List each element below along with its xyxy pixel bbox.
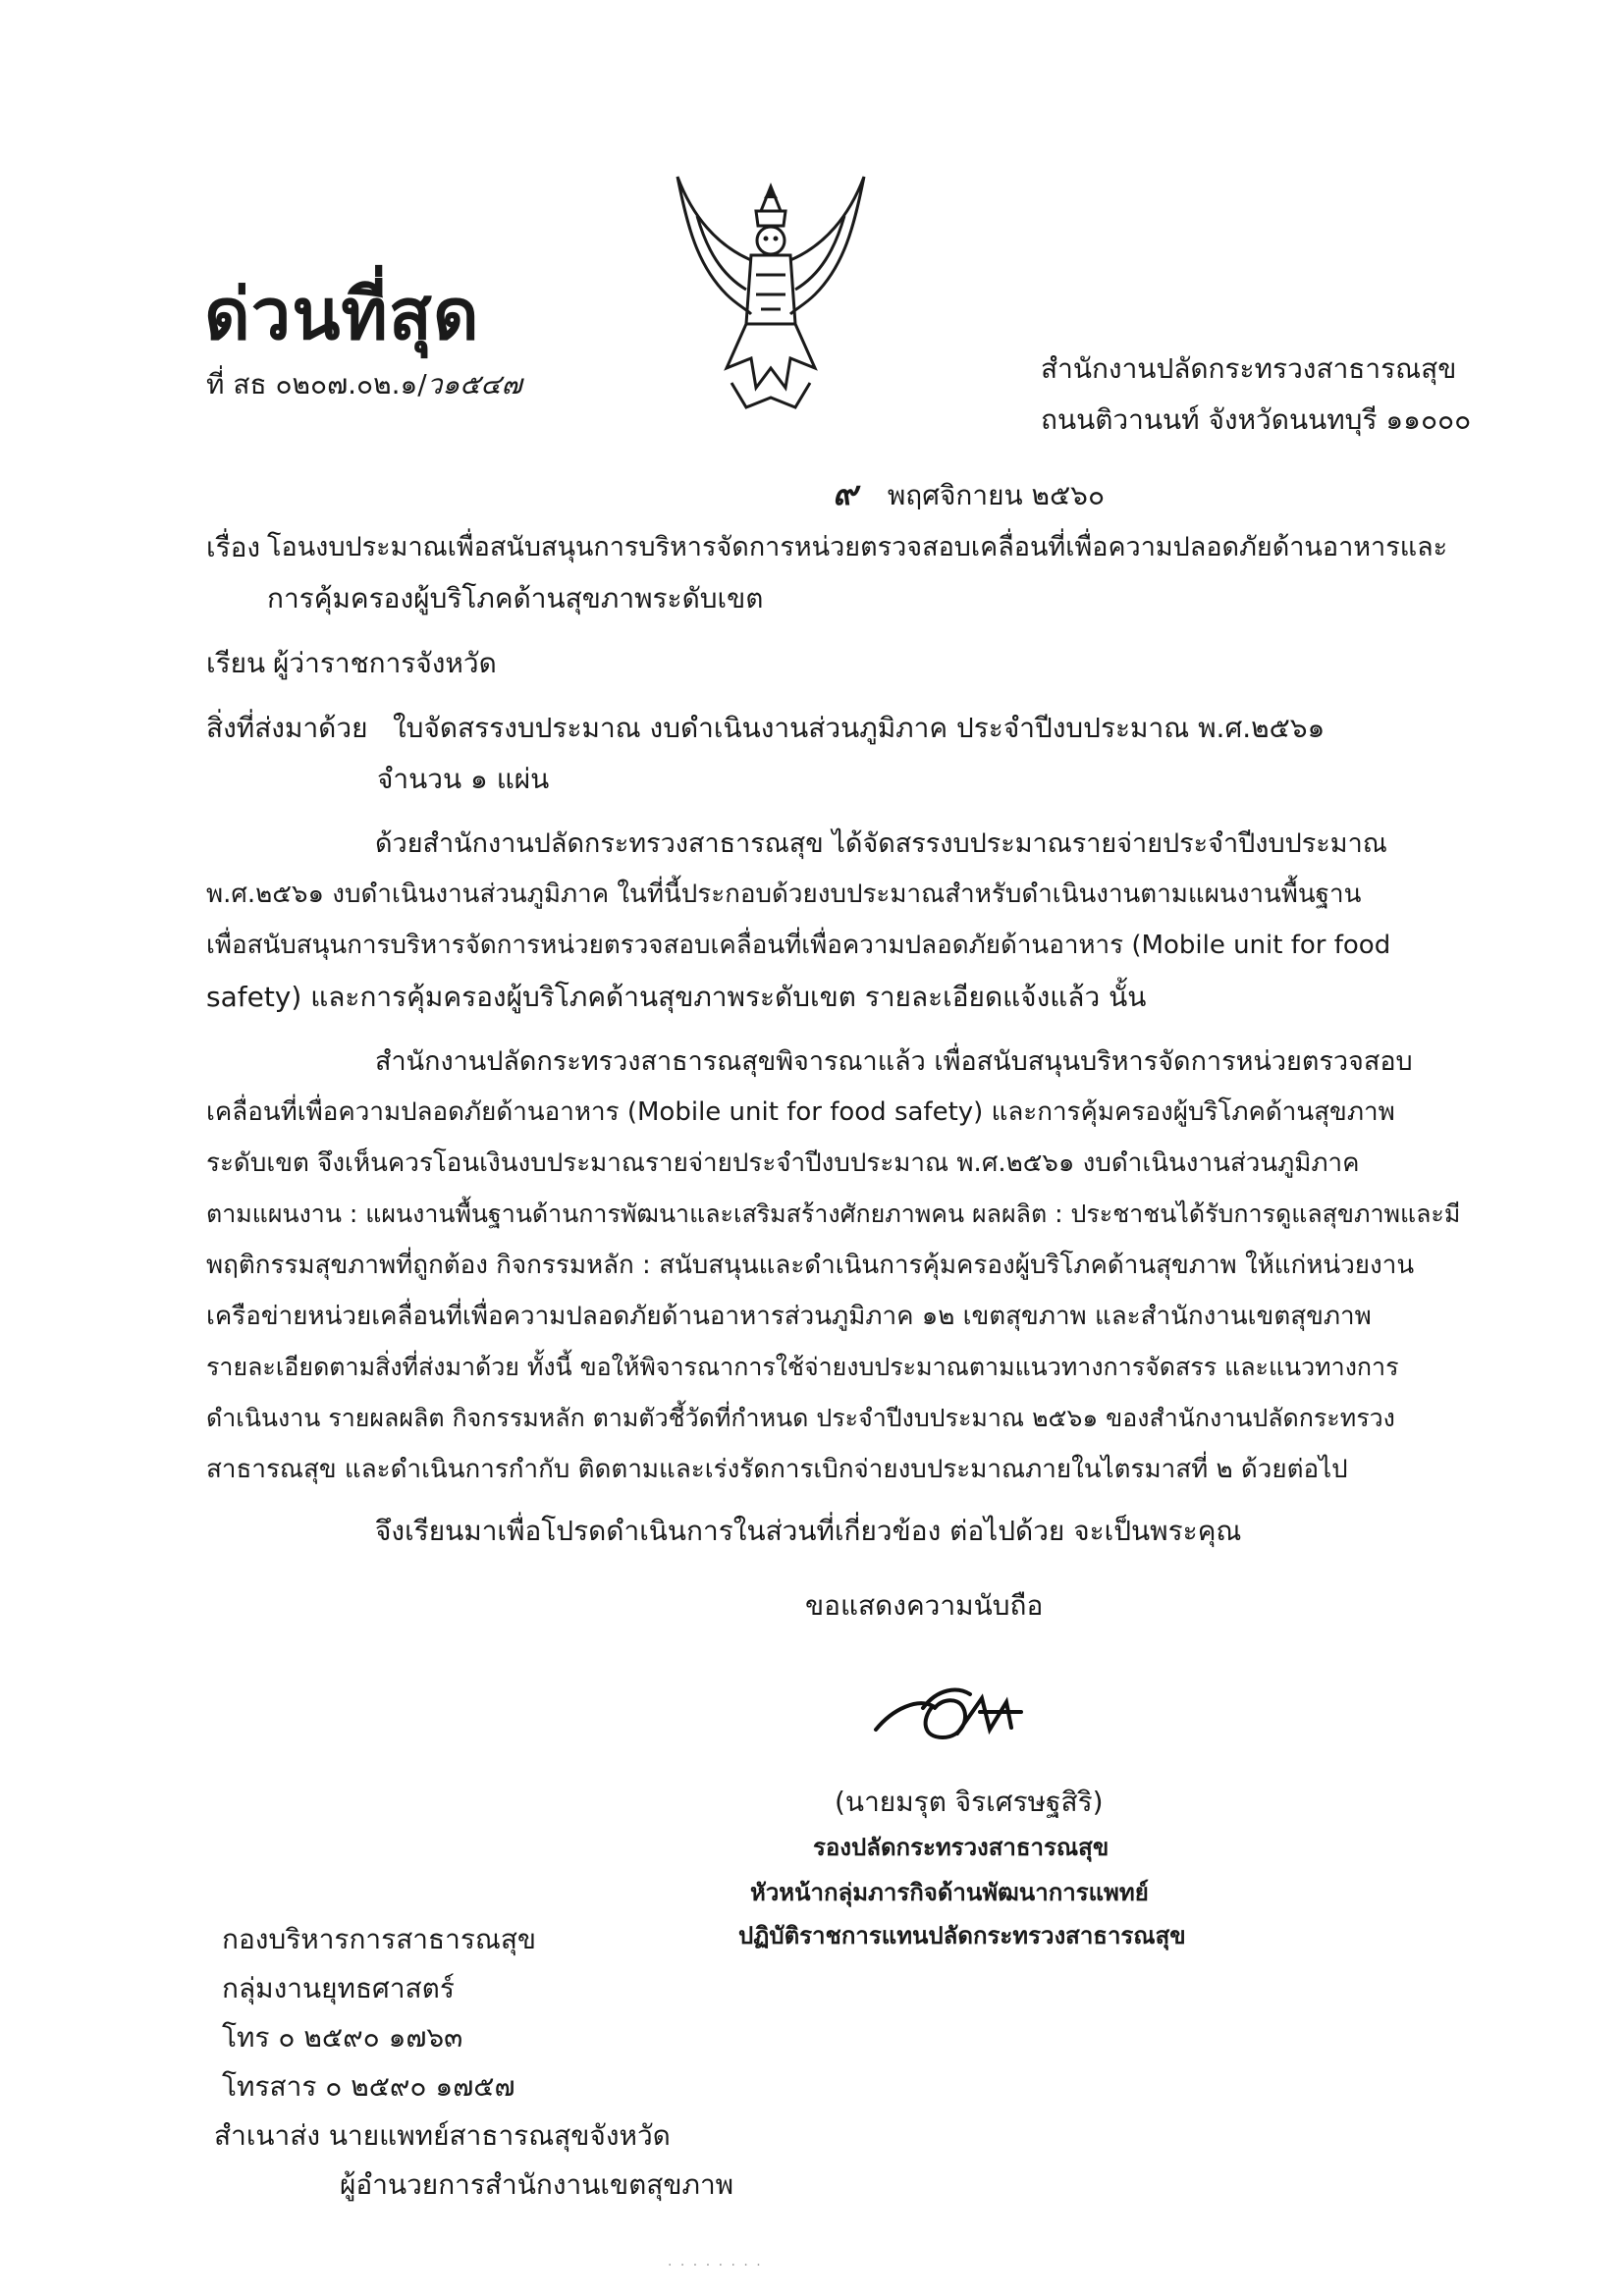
paragraph-1-line: safety) และการคุ้มครองผู้บริโภคด้านสุขภาพระดับเขต รายละเอียดแจ้งแล้ว นั้น	[206, 981, 1147, 1013]
footer-cc-line-1: สำเนาส่ง นายแพทย์สาธารณสุขจังหวัด	[214, 2119, 671, 2152]
closing-salutation: ขอแสดงความนับถือ	[805, 1589, 1044, 1622]
paragraph-2-line: พฤติกรรมสุขภาพที่ถูกต้อง กิจกรรมหลัก : สนับสนุนและดำเนินการคุ้มครองผู้บริโภคด้านสุขภาพ ให้แก่หน่วยงาน	[206, 1251, 1415, 1280]
paragraph-2-line: เคลื่อนที่เพื่อความปลอดภัยด้านอาหาร (Mobile unit for food safety) และการคุ้มครองผู้บริโภคด้านสุขภาพ	[206, 1097, 1395, 1127]
signatory-position-2: หัวหน้ากลุ่มภารกิจด้านพัฒนาการแพทย์	[750, 1879, 1149, 1906]
date-day-handwritten: ๙	[833, 474, 857, 513]
paragraph-1-line: พ.ศ.๒๕๖๑ งบดำเนินงานส่วนภูมิภาค ในที่นี้ประกอบด้วยงบประมาณสำหรับดำเนินงานตามแผนงานพื้นฐาน	[206, 880, 1362, 909]
footer-phone: โทร ๐ ๒๕๙๐ ๑๗๖๓	[222, 2021, 463, 2054]
enclosure-line-1: ใบจัดสรรงบประมาณ งบดำเนินงานส่วนภูมิภาค ประจำปีงบประมาณ พ.ศ.๒๕๖๑	[393, 712, 1326, 744]
scan-speckle: · · · · · · · ·	[668, 2258, 763, 2273]
paragraph-2-line: รายละเอียดตามสิ่งที่ส่งมาด้วย ทั้งนี้ ขอให้พิจารณาการใช้จ่ายงบประมาณตามแนวทางการจัดสรร และแนวทางการ	[206, 1353, 1399, 1381]
footer-group: กลุ่มงานยุทธศาสตร์	[222, 1972, 455, 2004]
footer-fax: โทรสาร ๐ ๒๕๙๐ ๑๗๕๗	[222, 2070, 515, 2103]
office-address: ถนนติวานนท์ จังหวัดนนทบุรี ๑๑๐๐๐	[1041, 403, 1472, 436]
urgency-stamp: ด่วนที่สุด	[204, 273, 480, 355]
document-date: ๙ พฤศจิกายน ๒๕๖๐	[833, 474, 1106, 513]
enclosure-line-2: จำนวน ๑ แผ่น	[377, 763, 550, 795]
paragraph-2-line: สาธารณสุข และดำเนินการกำกับ ติดตามและเร่งรัดการเบิกจ่ายงบประมาณภายในไตรมาสที่ ๒ ด้วยต่อไป	[206, 1455, 1348, 1484]
subject-line-2: การคุ้มครองผู้บริโภคด้านสุขภาพระดับเขต	[267, 582, 764, 614]
paragraph-3: จึงเรียนมาเพื่อโปรดดำเนินการในส่วนที่เกี่ยวข้อง ต่อไปด้วย จะเป็นพระคุณ	[375, 1515, 1242, 1547]
footer-division: กองบริหารการสาธารณสุข	[222, 1923, 537, 1955]
paragraph-2-line: เครือข่ายหน่วยเคลื่อนที่เพื่อความปลอดภัยด้านอาหารส่วนภูมิภาค ๑๒ เขตสุขภาพ และสำนักงานเขตสุขภาพ	[206, 1302, 1372, 1331]
recipient-label: เรียน	[206, 647, 266, 679]
subject-line-1: โอนงบประมาณเพื่อสนับสนุนการบริหารจัดการหน่วยตรวจสอบเคลื่อนที่เพื่อความปลอดภัยด้านอาหารและ	[267, 532, 1448, 562]
paragraph-2-line: ดำเนินงาน รายผลผลิต กิจกรรมหลัก ตามตัวชี้วัดที่กำหนด ประจำปีงบประมาณ ๒๕๖๑ ของสำนักงานปลัดกระทรวง	[206, 1404, 1395, 1432]
signature	[864, 1669, 1060, 1757]
reference-number: ที่ สธ ๐๒๐๗.๐๒.๑/ว๑๕๔๗	[206, 368, 522, 400]
recipient-value: ผู้ว่าราชการจังหวัด	[273, 647, 497, 679]
office-name: สำนักงานปลัดกระทรวงสาธารณสุข	[1041, 352, 1457, 385]
paragraph-1-line: ด้วยสำนักงานปลัดกระทรวงสาธารณสุข ได้จัดสรรงบประมาณรายจ่ายประจำปีงบประมาณ	[375, 828, 1387, 859]
paragraph-2-line: ตามแผนงาน : แผนงานพื้นฐานด้านการพัฒนาและเสริมสร้างศักยภาพคน ผลผลิต : ประชาชนได้รับการดูแลสุขภาพและมี	[206, 1200, 1461, 1228]
signatory-position-3: ปฏิบัติราชการแทนปลัดกระทรวงสาธารณสุข	[738, 1922, 1186, 1949]
subject-label: เรื่อง	[206, 531, 261, 563]
paragraph-2-line: สำนักงานปลัดกระทรวงสาธารณสุขพิจารณาแล้ว เพื่อสนับสนุนบริหารจัดการหน่วยตรวจสอบ	[375, 1046, 1413, 1077]
signatory-position-1: รองปลัดกระทรวงสาธารณสุข	[813, 1834, 1110, 1861]
enclosure-label: สิ่งที่ส่งมาด้วย	[206, 712, 368, 744]
paragraph-1-line: เพื่อสนับสนุนการบริหารจัดการหน่วยตรวจสอบเคลื่อนที่เพื่อความปลอดภัยด้านอาหาร (Mobile unit for food	[206, 931, 1391, 960]
footer-cc-line-2: ผู้อำนวยการสำนักงานเขตสุขภาพ	[340, 2168, 734, 2201]
garuda-emblem	[658, 157, 884, 422]
reference-handwritten: ว๑๕๔๗	[426, 368, 522, 400]
signatory-name: (นายมรุต จิรเศรษฐสิริ)	[835, 1786, 1104, 1818]
paragraph-2-line: ระดับเขต จึงเห็นควรโอนเงินงบประมาณรายจ่ายประจำปีงบประมาณ พ.ศ.๒๕๖๑ งบดำเนินงานส่วนภูมิภาค	[206, 1148, 1360, 1178]
